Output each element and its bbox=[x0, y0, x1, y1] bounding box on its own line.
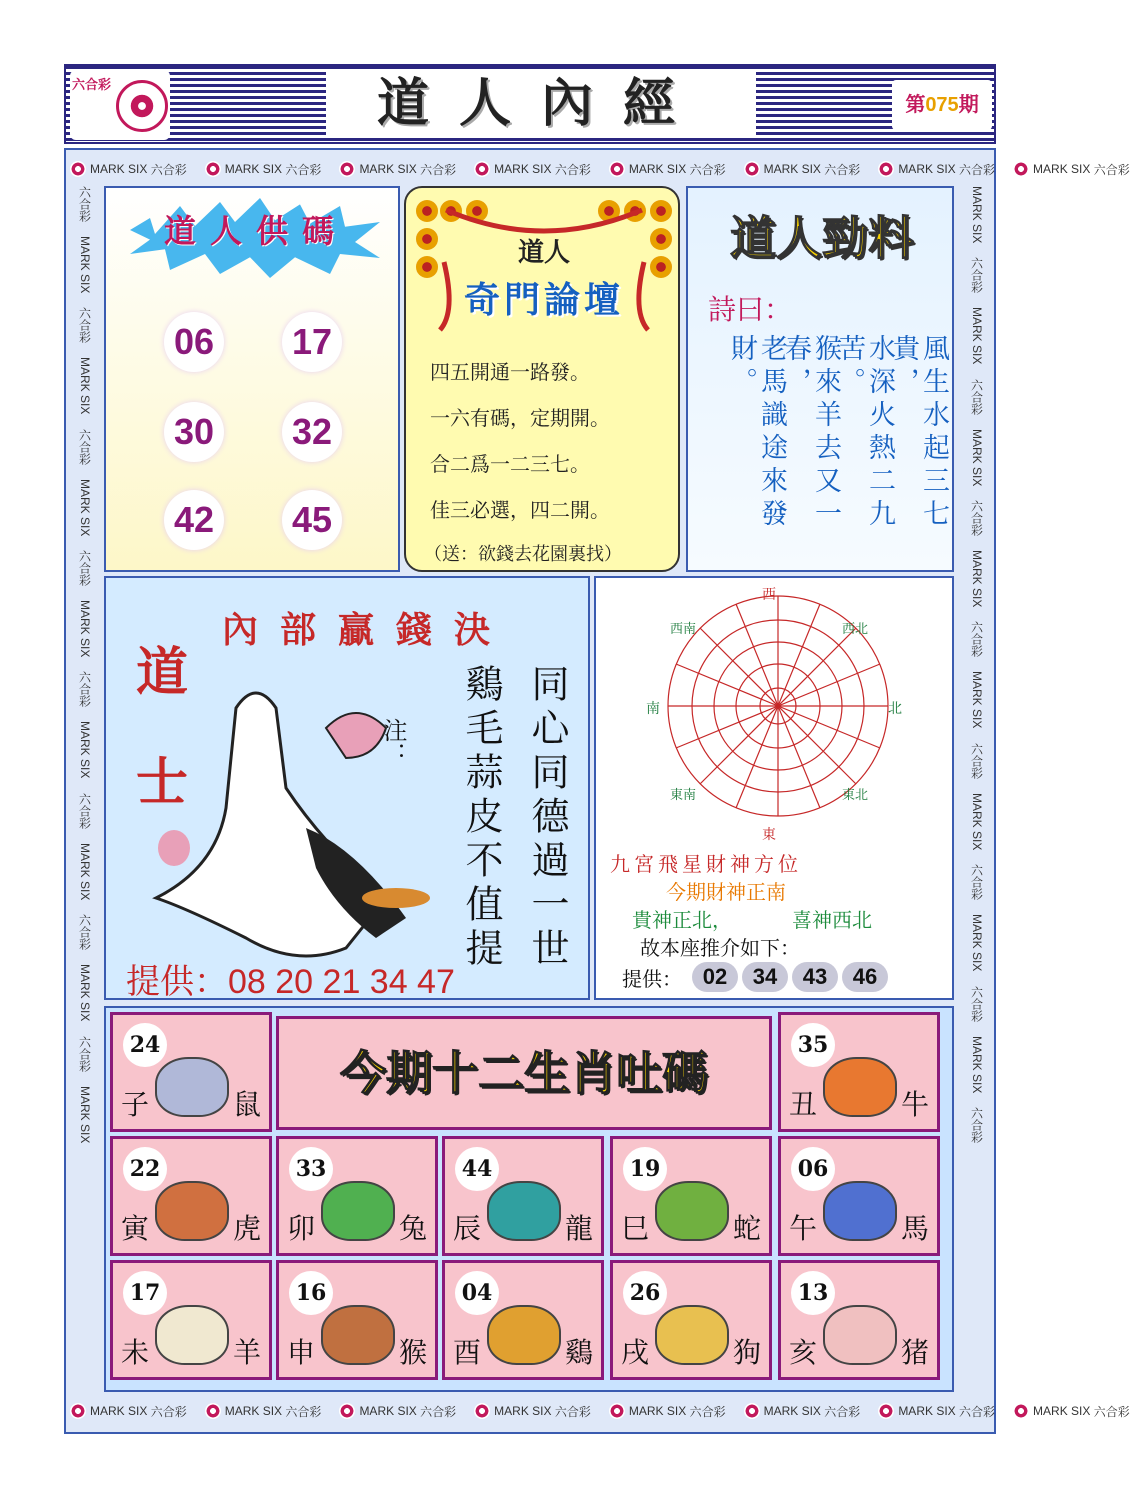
zodiac-cell bbox=[778, 1012, 940, 1132]
zodiac-cell bbox=[442, 1260, 604, 1380]
flower-icon bbox=[205, 1403, 221, 1419]
zodiac-cell bbox=[110, 1012, 272, 1132]
border-item: MARK SIX 六合彩 bbox=[1013, 161, 1130, 178]
flower-icon bbox=[744, 161, 760, 177]
supply-numbers-panel bbox=[104, 186, 400, 572]
logo-text: 六合彩 bbox=[72, 78, 112, 93]
zodiac-animal: 馬 bbox=[900, 1212, 929, 1245]
poem-title: 道人勁料 bbox=[730, 211, 914, 265]
zodiac-animal-icon bbox=[655, 1181, 729, 1241]
border-item: MARK SIX 六合彩 bbox=[744, 1403, 861, 1420]
verse-column-right: 同心同德過一世 bbox=[525, 664, 569, 972]
border-text: 六合彩 bbox=[969, 1106, 984, 1143]
border-text: MARK SIX bbox=[970, 550, 984, 608]
border-text: 六合彩 bbox=[969, 500, 984, 537]
flower-icon bbox=[339, 1403, 355, 1419]
zodiac-animal-icon bbox=[321, 1305, 395, 1365]
provide-row bbox=[622, 962, 892, 992]
poem-column: 老馬識途來發財。 bbox=[726, 334, 787, 532]
flower-icon bbox=[1013, 1403, 1029, 1419]
zodiac-number: 17 bbox=[123, 1271, 167, 1315]
zodiac-branch: 丑 bbox=[789, 1088, 818, 1121]
number-ball: 34 bbox=[742, 962, 788, 992]
mark-six-logo bbox=[70, 70, 170, 140]
flower-icon bbox=[70, 1403, 86, 1419]
border-text: MARK SIX bbox=[970, 307, 984, 365]
border-text: MARK SIX bbox=[970, 792, 984, 851]
poem-column: 猴來羊去又一春， bbox=[780, 334, 841, 532]
panel-title: 內部贏錢決 bbox=[222, 609, 513, 651]
issue-number bbox=[892, 80, 992, 130]
zodiac-branch: 未 bbox=[121, 1336, 150, 1369]
zodiac-animal-icon bbox=[487, 1305, 561, 1365]
provide-label: 提供： bbox=[622, 966, 682, 991]
forum-title: 奇門論壇 bbox=[463, 280, 624, 321]
zodiac-branch: 申 bbox=[287, 1336, 316, 1369]
issue-prefix: 第 bbox=[905, 94, 926, 116]
noble-god-direction: 貴神正北， bbox=[632, 908, 732, 932]
border-text: MARK SIX bbox=[78, 478, 92, 537]
border-strip-top bbox=[70, 154, 1130, 184]
flower-icon bbox=[609, 161, 625, 177]
zodiac-animal: 羊 bbox=[232, 1336, 261, 1369]
border-text: 六合彩 bbox=[77, 307, 92, 344]
zodiac-cell bbox=[276, 1260, 438, 1380]
coin-icon bbox=[650, 200, 672, 222]
number-ball: 17 bbox=[282, 312, 342, 372]
number-ball: 30 bbox=[164, 402, 224, 462]
zodiac-animal-icon bbox=[655, 1305, 729, 1365]
provide-line bbox=[126, 954, 586, 1003]
border-text: MARK SIX bbox=[78, 357, 92, 415]
zodiac-branch: 子 bbox=[121, 1088, 150, 1121]
poem-panel bbox=[686, 186, 954, 572]
border-text: MARK SIX bbox=[970, 1035, 984, 1093]
zodiac-animal-icon bbox=[823, 1057, 897, 1117]
zodiac-number: 06 bbox=[791, 1147, 835, 1191]
border-item: MARK SIX 六合彩 bbox=[70, 161, 187, 178]
forum-line: 四五開通一路發。 bbox=[430, 360, 590, 384]
border-text: 六合彩 bbox=[969, 621, 984, 658]
zodiac-number: 24 bbox=[123, 1023, 167, 1067]
zodiac-animal-icon bbox=[155, 1181, 229, 1241]
zodiac-cell bbox=[610, 1136, 772, 1256]
zodiac-number: 22 bbox=[123, 1147, 167, 1191]
direction-southeast: 東南 bbox=[670, 788, 697, 803]
zodiac-branch: 辰 bbox=[453, 1212, 482, 1245]
number-ball: 45 bbox=[282, 490, 342, 550]
border-text: MARK SIX bbox=[970, 671, 984, 729]
border-text: MARK SIX bbox=[970, 914, 984, 972]
border-item: MARK SIX 六合彩 bbox=[205, 161, 322, 178]
border-item: MARK SIX 六合彩 bbox=[744, 161, 861, 178]
zodiac-banner bbox=[276, 1016, 772, 1130]
zodiac-branch: 卯 bbox=[287, 1212, 316, 1245]
border-item: MARK SIX 六合彩 bbox=[474, 161, 591, 178]
zodiac-cell bbox=[778, 1260, 940, 1380]
direction-west: 西 bbox=[762, 587, 776, 603]
zodiac-number: 44 bbox=[455, 1147, 499, 1191]
poem-column: 水深火熱二九苦。 bbox=[834, 334, 895, 532]
provide-label: 提供： bbox=[126, 963, 228, 1001]
zodiac-cell bbox=[442, 1136, 604, 1256]
number-ball: 43 bbox=[792, 962, 838, 992]
poem-label: 詩曰： bbox=[708, 293, 793, 326]
zodiac-animal: 虎 bbox=[232, 1212, 261, 1245]
zodiac-animal-icon bbox=[155, 1057, 229, 1117]
direction-southwest: 西南 bbox=[670, 622, 697, 637]
zodiac-animal: 兔 bbox=[398, 1212, 427, 1245]
zodiac-number: 16 bbox=[289, 1271, 333, 1315]
flower-icon bbox=[744, 1403, 760, 1419]
zodiac-cell bbox=[276, 1136, 438, 1256]
border-text: 六合彩 bbox=[969, 378, 984, 415]
border-item: MARK SIX 六合彩 bbox=[878, 161, 995, 178]
flower-icon bbox=[205, 161, 221, 177]
zodiac-cell bbox=[778, 1136, 940, 1256]
zodiac-cell bbox=[610, 1260, 772, 1380]
title-box bbox=[326, 70, 756, 138]
side-label: 道士 bbox=[136, 642, 189, 813]
zodiac-animal: 蛇 bbox=[732, 1212, 761, 1245]
border-item: MARK SIX 六合彩 bbox=[339, 161, 456, 178]
flower-icon bbox=[878, 1403, 894, 1419]
forum-panel bbox=[404, 186, 680, 572]
zodiac-animal-icon bbox=[155, 1305, 229, 1365]
zodiac-animal-icon bbox=[321, 1181, 395, 1241]
flower-icon bbox=[474, 161, 490, 177]
recommend-line: 故本座推介如下： bbox=[640, 936, 800, 960]
zodiac-animal-icon bbox=[823, 1181, 897, 1241]
header-bar bbox=[64, 64, 996, 144]
border-text: 六合彩 bbox=[77, 792, 92, 829]
border-strip-bottom bbox=[70, 1396, 1130, 1426]
zodiac-cell bbox=[110, 1260, 272, 1380]
zodiac-animal: 猴 bbox=[398, 1336, 427, 1369]
border-item: MARK SIX 六合彩 bbox=[205, 1403, 322, 1420]
border-item: MARK SIX 六合彩 bbox=[609, 161, 726, 178]
border-text: 六合彩 bbox=[77, 428, 92, 465]
border-text: MARK SIX bbox=[78, 236, 92, 294]
border-item: MARK SIX 六合彩 bbox=[878, 1403, 995, 1420]
border-strip-left bbox=[70, 186, 100, 1392]
border-text: 六合彩 bbox=[969, 985, 984, 1022]
compass-panel bbox=[594, 576, 954, 1000]
zodiac-cell bbox=[110, 1136, 272, 1256]
flower-icon bbox=[129, 93, 155, 119]
flower-icon bbox=[339, 161, 355, 177]
zodiac-number: 33 bbox=[289, 1147, 333, 1191]
bauhinia-emblem-icon bbox=[116, 80, 168, 132]
zodiac-animal: 猪 bbox=[900, 1336, 929, 1369]
border-text: MARK SIX bbox=[78, 1085, 92, 1143]
forum-subtitle: 道人 bbox=[517, 238, 570, 268]
verse-column-left: 鷄毛蒜皮不值提 bbox=[459, 664, 503, 972]
zodiac-panel bbox=[104, 1006, 954, 1392]
border-text: 六合彩 bbox=[77, 550, 92, 587]
border-item: MARK SIX 六合彩 bbox=[609, 1403, 726, 1420]
compass-caption: 九宮飛星財神方位 bbox=[610, 852, 802, 876]
zodiac-number: 26 bbox=[623, 1271, 667, 1315]
flower-icon bbox=[1013, 161, 1029, 177]
zodiac-branch: 午 bbox=[789, 1212, 818, 1245]
zodiac-branch: 巳 bbox=[621, 1212, 650, 1245]
number-ball: 42 bbox=[164, 490, 224, 550]
border-text: MARK SIX bbox=[78, 721, 92, 779]
zodiac-banner-text: 今期十二生肖吐碼 bbox=[340, 1046, 708, 1100]
border-strip-right bbox=[962, 186, 992, 1392]
border-text: 六合彩 bbox=[77, 914, 92, 951]
zodiac-animal-icon bbox=[823, 1305, 897, 1365]
border-text: MARK SIX bbox=[970, 428, 984, 487]
zodiac-animal: 鷄 bbox=[564, 1336, 593, 1369]
border-text: 六合彩 bbox=[77, 671, 92, 708]
forum-line: 佳三必選，四二開。 bbox=[430, 498, 610, 522]
border-text: 六合彩 bbox=[77, 186, 92, 222]
border-item: MARK SIX 六合彩 bbox=[474, 1403, 591, 1420]
number-ball: 06 bbox=[164, 312, 224, 372]
flower-icon bbox=[474, 1403, 490, 1419]
border-text: 六合彩 bbox=[969, 864, 984, 901]
direction-east: 東 bbox=[762, 827, 776, 843]
taoist-figure-illustration bbox=[126, 668, 456, 968]
border-text: MARK SIX bbox=[970, 186, 984, 244]
border-text: MARK SIX bbox=[78, 964, 92, 1022]
zodiac-number: 13 bbox=[791, 1271, 835, 1315]
note-label: 注： bbox=[379, 718, 407, 766]
zodiac-animal: 牛 bbox=[900, 1088, 929, 1121]
flower-icon bbox=[878, 161, 894, 177]
wealth-god-direction: 今期財神正南 bbox=[666, 880, 786, 904]
zodiac-number: 19 bbox=[623, 1147, 667, 1191]
zodiac-animal: 龍 bbox=[564, 1212, 593, 1245]
zodiac-branch: 酉 bbox=[453, 1336, 482, 1369]
zodiac-animal-icon bbox=[487, 1181, 561, 1241]
direction-northeast: 東北 bbox=[842, 788, 869, 803]
forum-line: 一六有碼，定期開。 bbox=[430, 406, 610, 430]
border-text: 六合彩 bbox=[969, 742, 984, 779]
direction-northwest: 西北 bbox=[842, 622, 869, 637]
forum-hint: （送：欲錢去花園裏找） bbox=[424, 544, 622, 565]
zodiac-branch: 亥 bbox=[789, 1336, 818, 1369]
issue-suffix: 期 bbox=[958, 94, 979, 116]
coin-icon bbox=[416, 200, 438, 222]
zodiac-number: 35 bbox=[791, 1023, 835, 1067]
direction-south: 南 bbox=[646, 701, 660, 717]
number-ball: 46 bbox=[842, 962, 888, 992]
panel-title: 道人供碼 bbox=[163, 212, 348, 250]
number-ball: 32 bbox=[282, 402, 342, 462]
zodiac-branch: 寅 bbox=[121, 1212, 150, 1245]
flower-icon bbox=[70, 161, 86, 177]
poem-column: 風生水起三七貴， bbox=[888, 334, 949, 532]
border-text: 六合彩 bbox=[77, 1035, 92, 1072]
provide-numbers: 08 20 21 34 47 bbox=[228, 963, 455, 1001]
border-text: MARK SIX bbox=[78, 842, 92, 901]
issue-value: 075 bbox=[925, 94, 959, 116]
zodiac-branch: 戌 bbox=[621, 1336, 650, 1369]
border-text: 六合彩 bbox=[969, 257, 984, 294]
border-item: MARK SIX 六合彩 bbox=[1013, 1403, 1130, 1420]
direction-north: 北 bbox=[888, 701, 902, 717]
number-ball: 02 bbox=[692, 962, 738, 992]
border-item: MARK SIX 六合彩 bbox=[70, 1403, 187, 1420]
zodiac-animal: 狗 bbox=[732, 1336, 761, 1369]
forum-line: 合二爲一二三七。 bbox=[430, 452, 590, 476]
flower-icon bbox=[609, 1403, 625, 1419]
zodiac-number: 04 bbox=[455, 1271, 499, 1315]
joy-god-direction: 喜神西北 bbox=[792, 908, 872, 932]
border-text: MARK SIX bbox=[78, 600, 92, 658]
page-title: 道人內經 bbox=[376, 73, 705, 134]
taoist-panel bbox=[104, 576, 590, 1000]
border-item: MARK SIX 六合彩 bbox=[339, 1403, 456, 1420]
zodiac-animal: 鼠 bbox=[232, 1088, 261, 1121]
